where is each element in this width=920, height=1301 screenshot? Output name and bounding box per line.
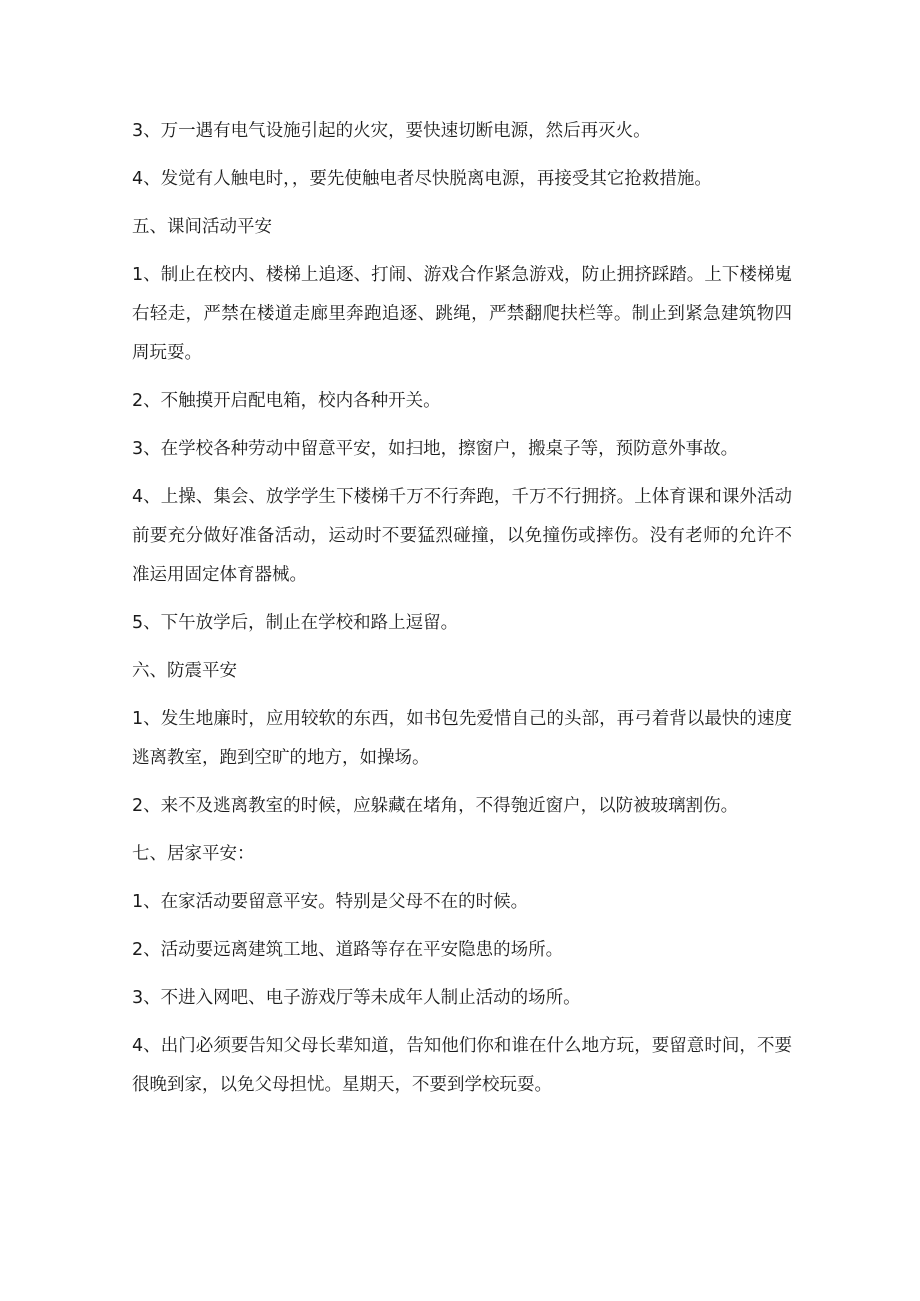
paragraph: 3、不进入网吧、电子游戏厅等未成年人制止活动的场所。 [132, 988, 581, 1008]
section-heading: 五、课间活动平安 [132, 217, 272, 237]
paragraph: 4、发觉有人触电时，，要先使触电者尽快脱离电源，再接受其它抢救措施。 [132, 169, 712, 189]
paragraph: 5、下午放学后，制止在学校和路上逗留。 [132, 613, 459, 633]
paragraph: 1、发生地廉时，应用较软的东西，如书包先爱惜自己的头部，再弓着背以最快的速度逃离教室，跑到空旷的地方，如操场。 [132, 709, 792, 768]
paragraph: 2、来不及逃离教室的时候，应躲藏在堵角，不得匏近窗户，以防被玻璃割伤。 [132, 796, 739, 816]
paragraph: 1、制止在校内、楼梯上追逐、打闹、游戏合作紧急游戏，防止拥挤踩踏。上下楼梯嵬右轻走，严禁在楼道走廊里奔跑追逐、跳绳，严禁翻爬扶栏等。制止到紧急建筑物四周玩耍。 [132, 265, 792, 363]
section-heading: 七、居家平安： [132, 844, 255, 864]
paragraph: 3、万一遇有电气设施引起的火灾，要快速切断电源，然后再灭火。 [132, 121, 651, 141]
paragraph: 1、在家活动要留意平安。特别是父母不在的时候。 [132, 892, 529, 912]
paragraph: 4、出门必须要告知父母长辈知道，告知他们你和谁在什么地方玩，要留意时间，不要很晚到家，以免父母担忧。星期天，不要到学校玩耍。 [132, 1036, 792, 1095]
paragraph: 2、不触摸开启配电箱，校内各种开关。 [132, 391, 441, 411]
document-body [132, 112, 792, 1114]
paragraph: 2、活动要远离建筑工地、道路等存在平安隐患的场所。 [132, 940, 564, 960]
paragraph: 4、上操、集会、放学学生下楼梯千万不行奔跑，千万不行拥挤。上体育课和课外活动前要充分做好准备活动，运动时不要猛烈碰撞，以免撞伤或摔伤。没有老师的允许不准运用固定体育器械。 [132, 487, 792, 585]
paragraph: 3、在学校各种劳动中留意平安，如扫地，擦窗户，搬桌子等，预防意外事故。 [132, 439, 739, 459]
section-heading: 六、防震平安 [132, 661, 237, 681]
